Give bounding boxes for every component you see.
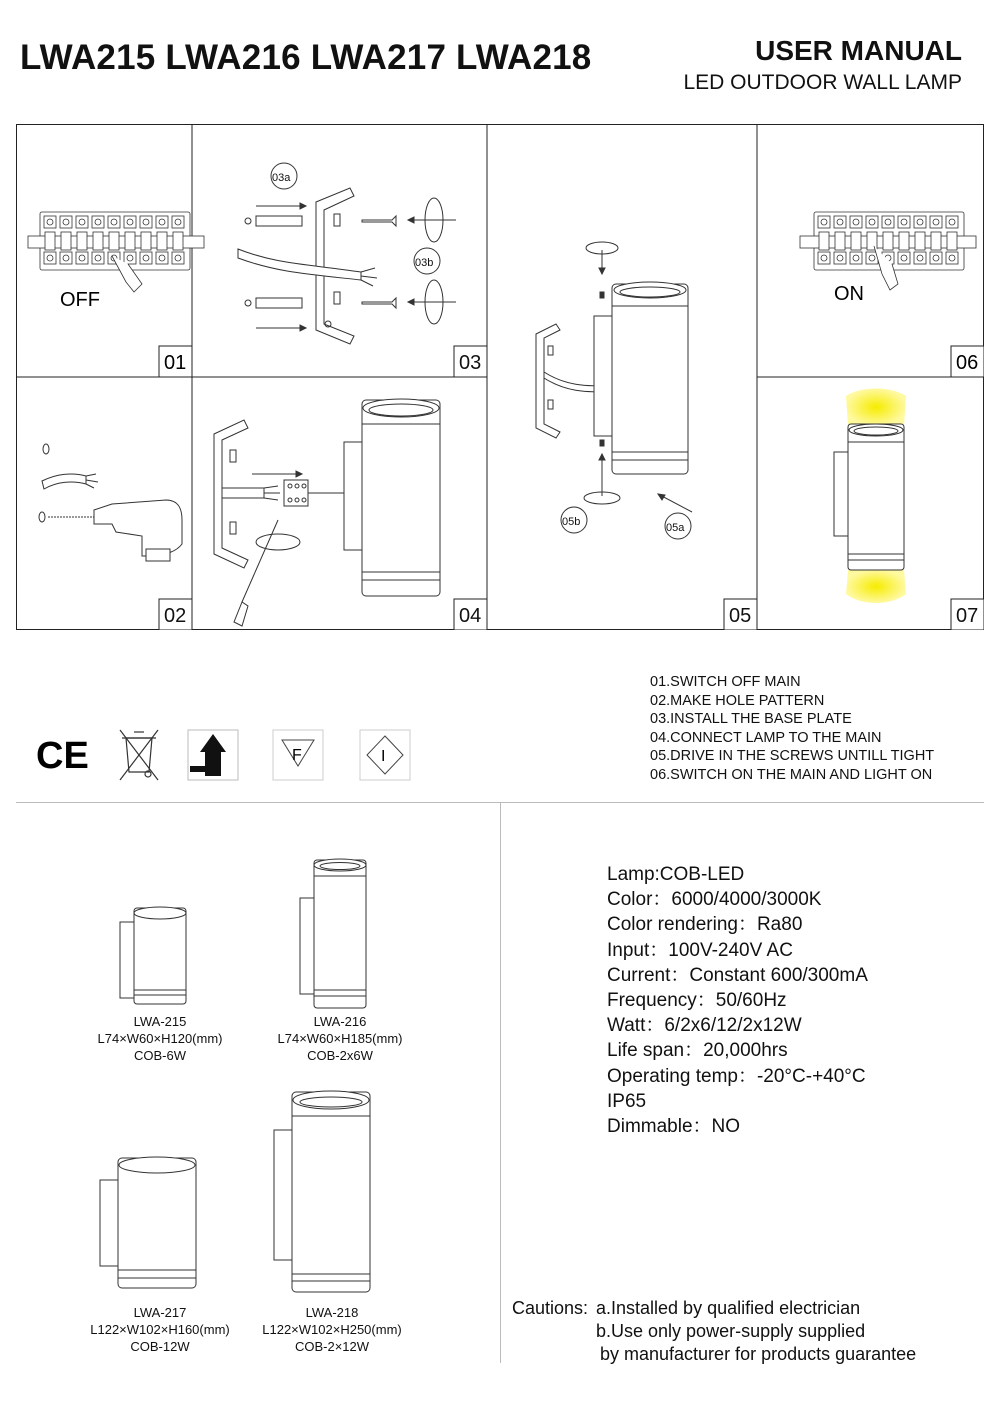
panel-07 (834, 389, 984, 631)
wall-lamp-icon (594, 282, 688, 474)
caution-b-continued: by manufacturer for products guarantee (600, 1344, 917, 1364)
model-caption-lwa217 (70, 1304, 250, 1355)
divider-vertical (500, 803, 501, 1363)
lwa215-drawing (120, 907, 186, 1004)
manual-title: USER MANUAL (755, 35, 962, 66)
step-text: 02.MAKE HOLE PATTERN (650, 692, 825, 709)
model-dims: L122×W102×H160(mm) (90, 1322, 230, 1337)
step-text: 03.INSTALL THE BASE PLATE (650, 711, 852, 727)
callout-05b: 05b (562, 516, 581, 528)
model-caption-lwa218 (242, 1304, 422, 1355)
step-text: 06.SWITCH ON THE MAIN AND LIGHT ON (650, 766, 933, 783)
on-label: ON (834, 283, 864, 305)
model-name: LWA-218 (305, 1305, 359, 1320)
spec-ip-rating: IP65 (607, 1090, 647, 1112)
installation-diagram-grid (16, 124, 984, 630)
indoor-outdoor-house-icon (188, 730, 238, 780)
spec-input: Input：100V-240V AC (607, 939, 793, 961)
svg-text:I: I (381, 748, 386, 765)
callout-03a: 03a (272, 172, 291, 184)
model-drawings (90, 850, 430, 1310)
manual-subtitle: LED OUTDOOR WALL LAMP (683, 71, 962, 94)
step-number-02: 02 (164, 605, 187, 627)
breaker-switch-icon (800, 212, 976, 290)
model-dims: L74×W60×H120(mm) (97, 1031, 223, 1046)
breaker-switch-icon (28, 212, 204, 292)
step-number-05: 05 (729, 605, 752, 627)
drill-icon (48, 500, 182, 561)
model-power: COB-2x6W (307, 1048, 373, 1063)
lwa218-drawing (274, 1091, 370, 1292)
mains-cable (238, 249, 361, 280)
rotate-arrow-icon (256, 534, 300, 550)
wall-lamp-icon (344, 399, 440, 596)
panel-01 (28, 212, 204, 377)
model-dims: L74×W60×H185(mm) (277, 1031, 403, 1046)
svg-text:F: F (292, 747, 302, 764)
spec-life-span: Life span：20,000hrs (607, 1040, 788, 1062)
light-beam-down-icon (846, 570, 906, 603)
spec-lamp: Lamp:COB-LED (607, 864, 745, 885)
lwa216-drawing (300, 859, 366, 1008)
models-title: LWA215 LWA216 LWA217 LWA218 (20, 38, 592, 77)
step-number-01: 01 (164, 352, 187, 374)
spec-current: Current：Constant 600/300mA (607, 964, 868, 986)
base-plate-icon (316, 188, 354, 344)
model-caption-lwa216 (250, 1013, 430, 1064)
screw-icon (362, 216, 396, 308)
ce-mark-icon (36, 735, 89, 777)
terminal-block-icon (284, 480, 308, 506)
step-number-06: 06 (956, 352, 979, 374)
panel-03 (238, 163, 487, 377)
model-name: LWA-215 (133, 1014, 187, 1029)
step-text: 05.DRIVE IN THE SCREWS UNTILL TIGHT (650, 748, 935, 764)
caution-b: b.Use only power-supply supplied (596, 1321, 866, 1341)
spec-frequency: Frequency：50/60Hz (607, 990, 787, 1012)
spec-dimmable: Dimmable：NO (607, 1116, 741, 1138)
step-text: 01.SWITCH OFF MAIN (650, 674, 801, 690)
panel-04 (214, 399, 487, 630)
model-caption-lwa215 (70, 1013, 250, 1064)
svg-text:CE: CE (36, 735, 89, 777)
panel-02 (39, 444, 192, 630)
model-dims: L122×W102×H250(mm) (262, 1322, 402, 1337)
callout-05a: 05a (666, 522, 685, 534)
spec-color: Color：6000/4000/3000K (607, 889, 822, 911)
wall-lamp-icon (834, 424, 904, 570)
installation-steps (650, 673, 934, 784)
step-text: 04.CONNECT LAMP TO THE MAIN (650, 729, 882, 746)
callout-03b: 03b (415, 257, 434, 269)
step-number-04: 04 (459, 605, 482, 627)
cautions-label: Cautions: (512, 1298, 589, 1318)
weee-bin-icon (120, 730, 158, 780)
lwa217-drawing (100, 1157, 196, 1288)
spec-operating-temp: Operating temp：-20°C-+40°C (607, 1065, 866, 1087)
model-power: COB-12W (130, 1339, 190, 1354)
model-power: COB-6W (134, 1048, 186, 1063)
model-name: LWA-216 (313, 1014, 367, 1029)
step-number-07: 07 (956, 605, 979, 627)
model-name: LWA-217 (133, 1305, 187, 1320)
caution-a: a.Installed by qualified electrician (596, 1298, 861, 1318)
base-plate-icon (536, 324, 560, 438)
spec-watt: Watt：6/2x6/12/2x12W (607, 1015, 802, 1037)
spec-list (607, 862, 868, 1139)
off-label: OFF (60, 289, 100, 311)
panel-06 (800, 212, 984, 377)
model-power: COB-2×12W (294, 1339, 370, 1354)
light-beam-up-icon (846, 389, 906, 427)
panel-05 (536, 242, 757, 630)
step-number-03: 03 (459, 352, 482, 374)
class-i-icon (360, 730, 410, 780)
f-mark-icon (273, 730, 323, 780)
certification-icons (30, 722, 430, 786)
spec-color-rendering: Color rendering：Ra80 (607, 914, 803, 936)
